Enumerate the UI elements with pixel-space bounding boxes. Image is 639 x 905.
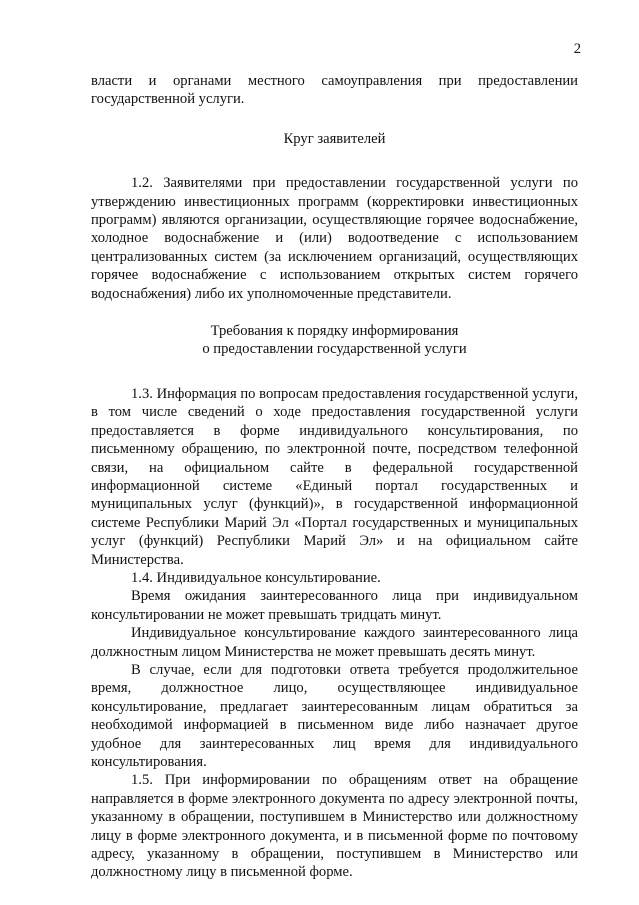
page-number: 2	[573, 41, 581, 57]
intro-paragraph: власти и органами местного самоуправления при предоставлении государственной услуги.	[91, 73, 578, 108]
heading-line-1: Требования к порядку информирования	[210, 323, 459, 340]
paragraph-1-4: 1.4. Индивидуальное консультирование.	[131, 569, 381, 586]
section-heading-informing	[91, 322, 578, 359]
paragraph-consultation-duration: Индивидуальное консультирование каждого заинтересованного лица должностным лицом Министерства не может превышать десять минут.	[91, 625, 578, 660]
heading-line-2: о предоставлении государственной услуги	[202, 341, 467, 358]
document-body	[91, 72, 578, 882]
section-heading-applicants: Круг заявителей	[283, 130, 386, 147]
paragraph-1-5: 1.5. При информировании по обращениям ответ на обращение направляется в форме электронного документа по адресу электронной почты, указанному в обращении, поступившем в Министерство или должностному лицу в форме электронного документа, и в письменной форме по почтовому адресу, указанному в обращении, поступившем в Министерство или должностному лицу в письменной форме.	[91, 772, 578, 881]
paragraph-1-2: 1.2. Заявителями при предоставлении государственной услуги по утверждению инвестиционных программ (корректировки инвестиционных программ) являются организации, осуществляющие горячее водоснабжение, холодное водоснабжение и (или) водоотведение с использованием централизованных систем (за исключением организаций, осуществляющих горячее водоснабжение с использованием открытых систем горячего водоснабжения) либо их уполномоченные представители.	[91, 175, 578, 302]
paragraph-waiting-time: Время ожидания заинтересованного лица при индивидуальном консультировании не может превышать тридцать минут.	[91, 588, 578, 623]
paragraph-extended-time: В случае, если для подготовки ответа требуется продолжительное время, должностное лицо, осуществляющее индивидуальное консультирование, предлагает заинтересованным лицам обратиться за необходимой информацией в письменном виде либо назначает другое удобное для заинтересованных лиц время для индивидуального консультирования.	[91, 661, 578, 770]
paragraph-1-3: 1.3. Информация по вопросам предоставления государственной услуги, в том числе сведений о ходе предоставления государственной услуги предоставляется в форме индивидуального консультирования, по письменному обращению, по электронной почте, посредством телефонной связи, на официальном сайте в федеральной государственной информационной системе «Единый портал государственных и муниципальных услуг (функций)», в государственной информационной системе Республики Марий Эл «Портал государственных и муниципальных услуг (функций) Республики Марий Эл» и на официальном сайте Министерства.	[91, 385, 578, 568]
